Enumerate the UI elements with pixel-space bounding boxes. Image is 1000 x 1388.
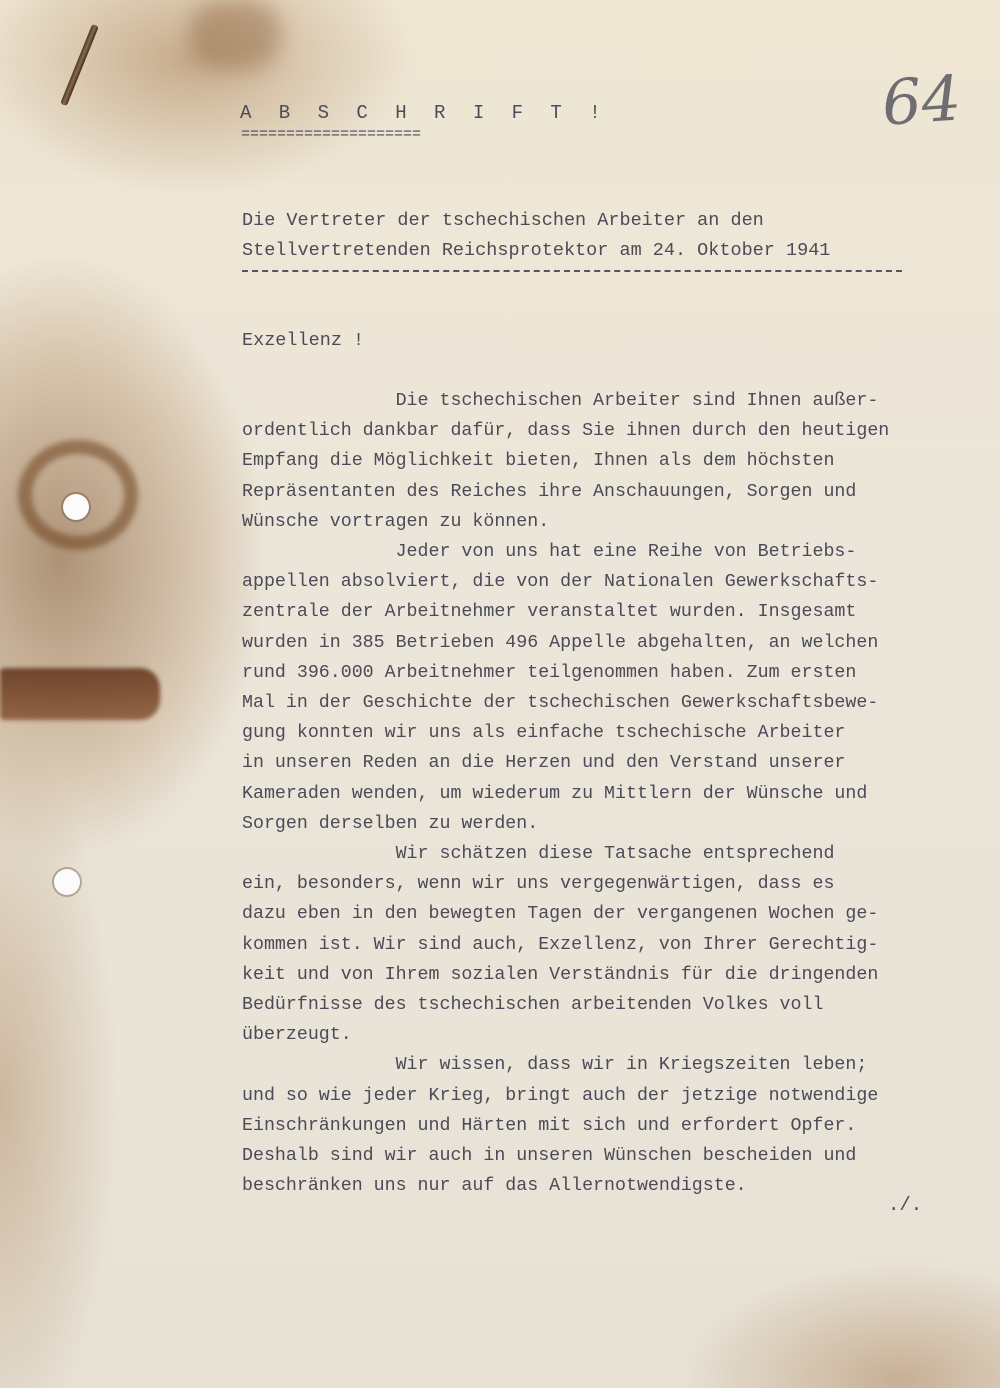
burn-stain-top [190,0,280,70]
body-line: dazu eben in den bewegten Tagen der vergangenen Wochen ge- [242,904,879,925]
body-line: gung konnten wir uns als einfache tschechische Arbeiter [242,723,846,744]
continuation-mark: ./. [888,1194,923,1216]
body-line: Repräsentanten des Reiches ihre Anschauungen, Sorgen und [242,481,857,502]
subject-line: Stellvertretenden Reichsprotektor am 24. Oktober 1941 [242,240,831,261]
body-line: Wir schätzen diese Tatsache entsprechend [242,844,835,865]
body-line: Bedürfnisse des tschechischen arbeitenden Volkes voll [242,995,824,1016]
body-line: Jeder von uns hat eine Reihe von Betriebs- [242,542,857,563]
rusted-staple [60,24,99,106]
punch-hole-lower [54,869,80,895]
salutation: Exzellenz ! [242,330,365,351]
document-heading: A B S C H R I F T ! [240,102,609,124]
body-line: in unseren Reden an die Herzen und den Verstand unserer [242,753,846,774]
body-line: beschränken uns nur auf das Allernotwendigste. [242,1176,747,1197]
subject-line: Die Vertreter der tschechischen Arbeiter an den [242,210,764,231]
body-line: Wir wissen, dass wir in Kriegszeiten leben; [242,1055,868,1076]
body-line: ordentlich dankbar dafür, dass Sie ihnen durch den heutigen [242,421,890,442]
body-line: Kameraden wenden, um wiederum zu Mittlern der Wünsche und [242,783,868,804]
body-line: keit und von Ihrem sozialen Verständnis für die dringenden [242,964,879,985]
body-line: Empfang die Möglichkeit bieten, Ihnen als dem höchsten [242,451,835,472]
body-line: ein, besonders, wenn wir uns vergegenwärtigen, dass es [242,874,835,895]
heading-underline: ==================== [241,126,422,143]
body-line: rund 396.000 Arbeitnehmer teilgenommen haben. Zum ersten [242,662,857,683]
body-line: wurden in 385 Betrieben 496 Appelle abgehalten, an welchen [242,632,879,653]
body-line: und so wie jeder Krieg, bringt auch der jetzige notwendige [242,1085,879,1106]
subject-underline [242,270,902,272]
body-line: Mal in der Geschichte der tschechischen Gewerkschaftsbewe- [242,693,879,714]
body-line: überzeugt. [242,1025,352,1046]
body-line: Sorgen derselben zu werden. [242,813,539,834]
punch-hole-upper [63,494,89,520]
handwritten-page-number: 64 [879,61,964,140]
body-line: zentrale der Arbeitnehmer veranstaltet wurden. Insgesamt [242,602,857,623]
body-line: Deshalb sind wir auch in unseren Wünschen bescheiden und [242,1146,857,1167]
document-subject [242,206,830,266]
body-line: Die tschechischen Arbeiter sind Ihnen außer- [242,391,879,411]
body-line: Einschränkungen und Härten mit sich und erfordert Opfer. [242,1115,857,1136]
burn-stain-band [0,668,160,720]
body-line: kommen ist. Wir sind auch, Exzellenz, von Ihrer Gerechtig- [242,934,879,955]
letter-body [242,386,982,1201]
body-line: appellen absolviert, die von der Nationalen Gewerkschafts- [242,572,879,593]
body-line: Wünsche vortragen zu können. [242,511,550,532]
